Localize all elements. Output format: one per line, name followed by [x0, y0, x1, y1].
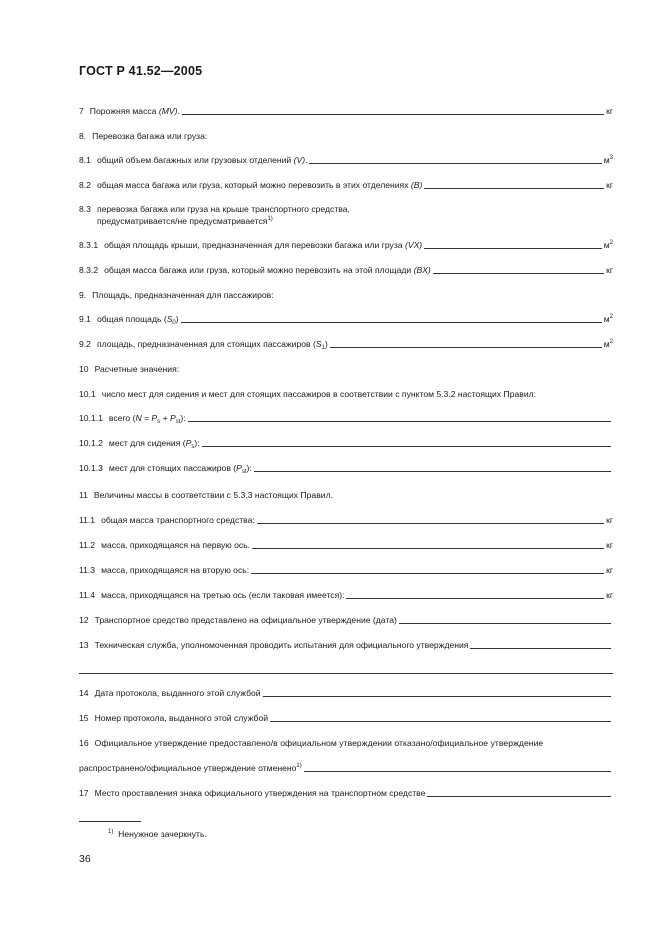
item-label: общая площадь крыши, предназначенная для перевозки багажа или груза	[104, 240, 403, 250]
item-label: Место проставления знака официального утверждения на транспортном средстве	[94, 788, 426, 798]
fill-line[interactable]	[181, 321, 602, 323]
unit-label: $м^2$	[603, 339, 613, 349]
fill-line[interactable]	[251, 572, 604, 574]
item-number: 11.3	[79, 565, 96, 575]
fill-line[interactable]	[188, 420, 611, 422]
field-total-area: 9.1 общая площадь $(S_0)$ $м^2$	[79, 314, 613, 326]
item-number: 10.1.3	[79, 463, 103, 473]
footnote-text: Ненужное зачеркнуть.	[118, 829, 207, 839]
fill-line[interactable]	[309, 162, 601, 164]
unit-label: $м^2$	[603, 314, 613, 324]
item-number: 10.1.2	[79, 438, 103, 448]
item-number: 8.1	[79, 155, 91, 165]
footnote-mark: 1)	[108, 829, 114, 835]
unit-label: $м^2$	[603, 240, 613, 250]
item-label: Величины массы в соответствии с 5.3.3 настоящих Правил.	[93, 490, 333, 500]
item-number: 8.3	[79, 204, 91, 214]
item-label: масса, приходящаяся на третью ось (если таковая имеется):	[101, 590, 345, 600]
section-seat-count	[79, 389, 536, 400]
item-label: Расчетные значения:	[94, 364, 180, 374]
item-variable: (BX)	[413, 265, 431, 275]
field-total-mass	[79, 515, 613, 526]
item-number: 11.2	[79, 540, 96, 550]
item-punct: .	[305, 155, 308, 165]
footnote-divider	[79, 821, 141, 822]
fill-line[interactable]	[202, 445, 611, 447]
field-mark-location	[79, 788, 613, 799]
fill-line-continuation[interactable]	[79, 673, 613, 674]
fill-line[interactable]	[330, 346, 602, 348]
field-standing-places: 10.1.3 мест для стоящих пассажиров $(P_{st})$:	[79, 463, 613, 474]
fill-line[interactable]	[424, 187, 604, 189]
fill-line[interactable]	[346, 597, 604, 599]
unit-label: кг	[606, 106, 613, 116]
field-roof-mass	[79, 265, 613, 276]
item-number: 11.1	[79, 515, 96, 525]
item-number: 14	[79, 688, 89, 698]
item-variable: (B)	[410, 180, 423, 190]
item-label: масса, приходящаяся на вторую ось:	[101, 565, 250, 575]
field-technical-service	[79, 640, 613, 651]
item-number: 11.4	[79, 590, 96, 600]
fill-line[interactable]	[263, 695, 611, 697]
item-label: Техническая служба, уполномоченная проводить испытания для официального утверждения	[94, 640, 469, 650]
item-number: 9.2	[79, 339, 91, 349]
item-variable: (V)	[293, 155, 306, 165]
item-label: масса, приходящаяся на первую ось.	[101, 540, 251, 550]
item-variable: (VX)	[404, 240, 423, 250]
field-report-date	[79, 688, 613, 699]
field-approval-status-cont: распространено/официальное утверждение отменено$^{1)}$	[79, 763, 613, 774]
item-label: Транспортное средство представлено на официальное утверждение (дата)	[94, 615, 397, 625]
item-label: Дата протокола, выданного этой службой	[94, 688, 261, 698]
unit-label: $м^3$	[603, 155, 613, 165]
footnote-ref: 1)	[267, 216, 273, 222]
field-luggage-volume	[79, 155, 613, 166]
fill-line[interactable]	[270, 720, 611, 722]
item-label: площадь, предназначенная для стоящих пассажиров (	[96, 339, 316, 349]
item-label: Площадь, предназначенная для пассажиров:	[92, 290, 274, 300]
unit-label: кг	[606, 565, 613, 575]
item-number: 8.3.1	[79, 240, 99, 250]
item-punct: .	[177, 106, 180, 116]
item-number: 8.3.2	[79, 265, 99, 275]
fill-line[interactable]	[427, 795, 611, 797]
item-label: Официальное утверждение предоставлено/в официальном утверждении отказано/официальное утверждение	[94, 738, 544, 748]
field-approval-status	[79, 738, 543, 749]
field-total-places: 10.1.1 всего $(N = P_s + P_{st})$:	[79, 413, 613, 424]
fill-line[interactable]	[252, 547, 604, 549]
item-label: общая масса багажа или груза, который можно перевозить на этой площади	[104, 265, 412, 275]
item-number: 8.	[79, 131, 87, 141]
item-number: 8.2	[79, 180, 91, 190]
unit-label: кг	[606, 590, 613, 600]
field-luggage-mass	[79, 180, 613, 191]
field-standing-area: 9.2 площадь, предназначенная для стоящих пассажиров $(S_1)$ $м^2$	[79, 339, 613, 351]
item-number: 17	[79, 788, 89, 798]
fill-line[interactable]	[424, 247, 602, 249]
page-header: ГОСТ Р 41.52—2005	[79, 64, 203, 78]
item-number: 13	[79, 640, 89, 650]
fill-line[interactable]	[304, 770, 611, 772]
unit-label: кг	[606, 180, 613, 190]
fill-line[interactable]	[399, 622, 611, 624]
item-label: Перевозка багажа или груза:	[92, 131, 208, 141]
field-first-axle-mass	[79, 540, 613, 551]
item-number: 9.1	[79, 314, 91, 324]
item-label: мест для сидения (	[108, 438, 186, 448]
item-number: 12	[79, 615, 89, 625]
item-label: общая масса багажа или груза, который можно перевозить в этих отделениях	[96, 180, 409, 190]
item-label: число мест для сидения и мест для стоящих пассажиров в соответствии с пунктом 5.3.2 настоящих Правил:	[101, 389, 537, 399]
page-number: 36	[79, 853, 91, 865]
unit-label: кг	[606, 515, 613, 525]
item-number: 10	[79, 364, 89, 374]
footnote	[108, 829, 207, 839]
item-number: 10.1.1	[79, 413, 103, 423]
field-report-number	[79, 713, 613, 724]
field-unladen-mass	[79, 106, 613, 117]
unit-label: кг	[606, 265, 613, 275]
fill-line[interactable]	[257, 522, 604, 524]
item-label: общая площадь (	[96, 314, 167, 324]
field-seated-places: 10.1.2 мест для сидения $(P_s)$:	[79, 438, 613, 449]
fill-line[interactable]	[182, 113, 604, 115]
item-variable: (MV)	[158, 106, 178, 116]
item-number: 10.1	[79, 389, 96, 399]
field-roof-area	[79, 240, 613, 251]
item-number: 15	[79, 713, 89, 723]
item-number: 9.	[79, 290, 87, 300]
section-mass-values	[79, 490, 333, 501]
footnote-ref: 1)	[296, 763, 302, 769]
field-second-axle-mass	[79, 565, 613, 576]
item-label: перевозка багажа или груза на крыше транспортного средства,	[96, 204, 350, 214]
fill-line[interactable]	[254, 470, 611, 472]
section-luggage	[79, 131, 207, 142]
item-number: 7	[79, 106, 84, 116]
item-label: всего (	[108, 413, 136, 423]
item-label: мест для стоящих пассажиров (	[108, 463, 237, 473]
roof-luggage-option[interactable]: предусматривается/не предусматривается$^{1)}$	[97, 216, 273, 226]
field-third-axle-mass	[79, 590, 613, 601]
section-passenger-area	[79, 290, 274, 301]
fill-line[interactable]	[470, 647, 611, 649]
field-submission-date	[79, 615, 613, 626]
field-roof-luggage	[79, 204, 350, 215]
item-label: общий объем багажных или грузовых отделений	[96, 155, 292, 165]
fill-line[interactable]	[433, 272, 604, 274]
section-calculated-values	[79, 364, 179, 375]
item-label: Номер протокола, выданного этой службой	[94, 713, 269, 723]
item-number: 11	[79, 490, 88, 500]
item-label: общая масса транспортного средства:	[101, 515, 255, 525]
unit-label: кг	[606, 540, 613, 550]
item-number: 16	[79, 738, 89, 748]
item-label: Порожняя масса	[89, 106, 157, 116]
